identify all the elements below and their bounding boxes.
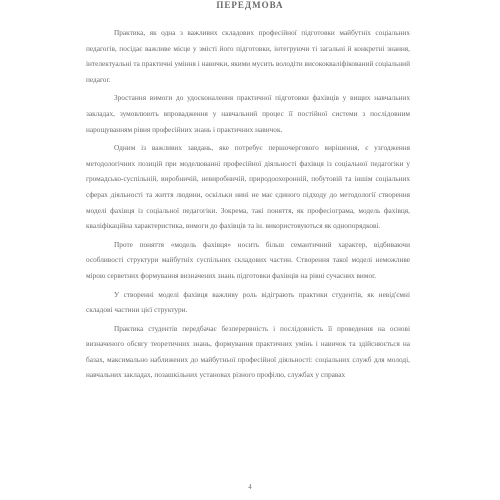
page-title: ПЕРЕДМОВА: [216, 0, 284, 10]
paragraph: Одним із важливих завдань, яке потребує першочергового вирішення, є узгодження методологічних позицій при моделюванні професійної діяльності фахівця із соціальної педагогіки у громадсько-суспільній, виробничій, невиробничій, природоохоронній, побутовій та іншім соціальних сферах діяльності та життя людини, оскільки нині не має єдиного підходу до методології створення моделі фахівця із соціальної педагогіки. Зокрема, такі поняття, як профеcіограма, модель фахівця, кваліфікаційна характеристика, вимоги до фахівців та ін. використовуються як однопорядкові.: [86, 143, 410, 231]
page-number: 4: [248, 483, 252, 491]
paragraph: Практика студентів передбачає безперервність і послідовність її проведення на основі визначеного обсягу теоретичних знань, формування практичних умінь і навичок та здійснюється на базах, максимально наближених до майбутньої професійної діяльності: соціальних служб для молоді, навчальних закладах, позашкільних установах різного профілю, службах у справах: [86, 323, 410, 380]
paragraph: Проте поняття «модель фахівця» носить більш семантичний характер, відбиваючи особливості структури майбутніх суспільних складових частин. Створення такої моделі неможливе мірою серветних формування визначених знань підготовки фахівців на рівні сучасних вимог.: [86, 239, 410, 280]
body-text: [86, 25, 410, 386]
paragraph: Практика, як одна з важливих складових професійної підготовки майбутніх соціальних педагогів, посідає важливе місце у змісті його підготовки, інтегруючи ті загальні й конкретні знання, інтелектуальні та практичні уміння і навички, якими мусить володіти висококваліфікований соціальний педагог.: [86, 28, 410, 84]
paragraph: У створенні моделі фахівця важливу роль відіграють практики студентів, як невід'ємні складові частини цієї структури.: [86, 289, 410, 315]
paragraph: Зростання вимоги до удосконалення практичної підготовки фахівців у вищих навчальних закладах, зумовлюють впровадження у навчальний процес її постійної системи з послідовним нарощуванням рівня професійних знань і практичних навичок.: [86, 93, 410, 134]
